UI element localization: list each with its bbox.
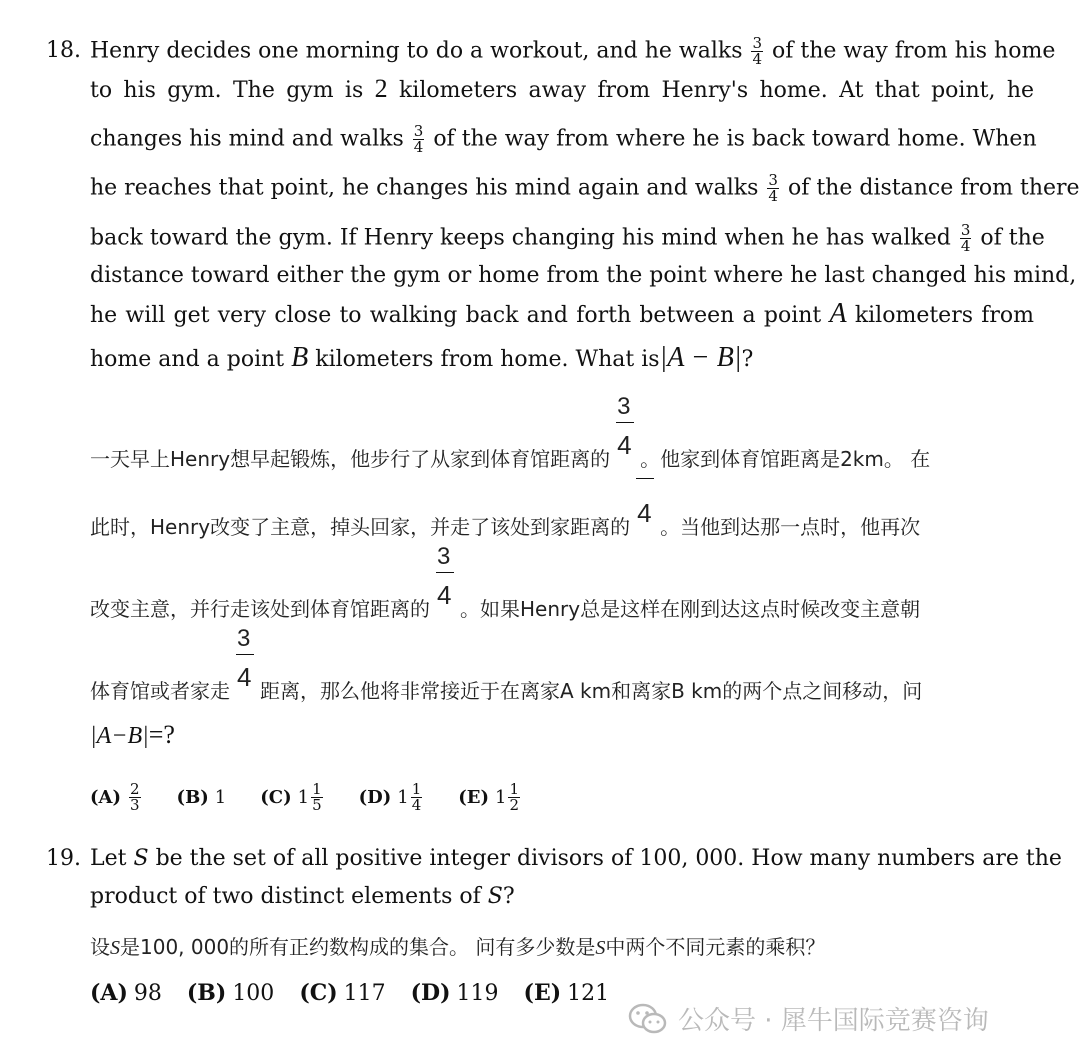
choice-d[interactable]: (D) 119	[410, 980, 499, 1006]
choice-b[interactable]: (B) 100	[186, 980, 275, 1006]
q18-cn-line-4: 体育馆或者家走 $\frac{3}{4}$ 距离，那么他将非常接近于在离家A km和离家B km的两个点之间移动，问	[90, 625, 923, 703]
q18-answer-choices	[90, 782, 556, 813]
q19-answer-choices	[90, 980, 627, 1006]
fraction: $\frac{3}{4}$	[434, 586, 456, 616]
fraction: $\frac{3}{4}$	[614, 436, 636, 466]
q19-cn-line: 设S是100, 000的所有正约数构成的集合。 问有多少数是S中两个不同元素的乘积？	[90, 935, 826, 959]
q18-line-7: he will get very close to walking back and forth between a point A kilometers from	[90, 298, 1034, 329]
q18-cn-line-3: 改变主意，并行走该处到体育馆距离的 $\frac{3}{4}$ 。如果Henry总是这样在刚到达这点时候改变主意朝	[90, 543, 921, 621]
fraction: $\frac{3}{4}$	[752, 34, 763, 68]
choice-d[interactable]: (D) 1 $\frac{1}{4}$	[358, 780, 422, 814]
fraction: $\frac{3}{4}$	[768, 171, 778, 205]
choice-a[interactable]: (A) $\frac{2}{3}$	[90, 780, 140, 814]
q18-line-5: back toward the gym. If Henry keeps changing his mind when he has walked $\frac{3}{4}$ of the	[90, 221, 1045, 255]
q18-line-2: to his gym. The gym is 2 kilometers away from Henry's home. At that point, he	[90, 74, 1035, 103]
question-number: 19.	[46, 846, 81, 871]
q18-line-4: he reaches that point, he changes his mind again and walks $\frac{3}{4}$ of the distance from there	[90, 171, 1080, 205]
q18-line-3: changes his mind and walks $\frac{3}{4}$ of the way from where he is back toward home. When	[90, 122, 1037, 156]
q18-line-1: Henry decides one morning to do a workout, and he walks $\frac{3}{4}$ of the way from his home	[90, 34, 1056, 68]
q19-line-1: Let S be the set of all positive integer divisors of 100, 000. How many numbers are the	[90, 846, 1062, 871]
question-number: 18.	[46, 38, 81, 63]
q18-cn-line-5: |A−B|=?	[90, 720, 175, 749]
choice-c[interactable]: (C) 1 $\frac{1}{5}$	[260, 780, 322, 814]
watermark-text: 公众号 · 犀牛国际竞赛咨询	[678, 1006, 989, 1036]
choice-a[interactable]: (A) 98	[90, 980, 162, 1006]
choice-c[interactable]: (C) 117	[299, 980, 386, 1006]
q18-cn-line-1: 一天早上Henry想早起锻炼，他步行了从家到体育馆距离的 $\frac{3}{4}$ 。他家到体育馆距离是2km。 在	[90, 393, 931, 471]
q18-line-8: home and a point B kilometers from home. What is|A − B|?	[90, 342, 754, 373]
q18-cn-line-2: 此时，Henry改变了主意，掉头回家，并走了该处到家距离的 4 。当他到达那一点时，他再次	[90, 504, 1034, 542]
choice-e[interactable]: (E) 121	[523, 980, 610, 1006]
fraction: $\frac{3}{4}$	[960, 221, 971, 255]
fraction: 4	[634, 504, 656, 534]
wechat-icon	[628, 1002, 668, 1036]
q19-line-2: product of two distinct elements of S?	[90, 884, 515, 909]
choice-b[interactable]: (B) 1	[176, 787, 227, 808]
watermark	[628, 1000, 989, 1037]
fraction: $\frac{3}{4}$	[234, 668, 256, 698]
q18-line-6: distance toward either the gym or home from the point where he last changed his mind,	[90, 263, 1077, 288]
fraction: $\frac{3}{4}$	[413, 122, 424, 156]
choice-e[interactable]: (E) 1 $\frac{1}{2}$	[458, 780, 520, 814]
